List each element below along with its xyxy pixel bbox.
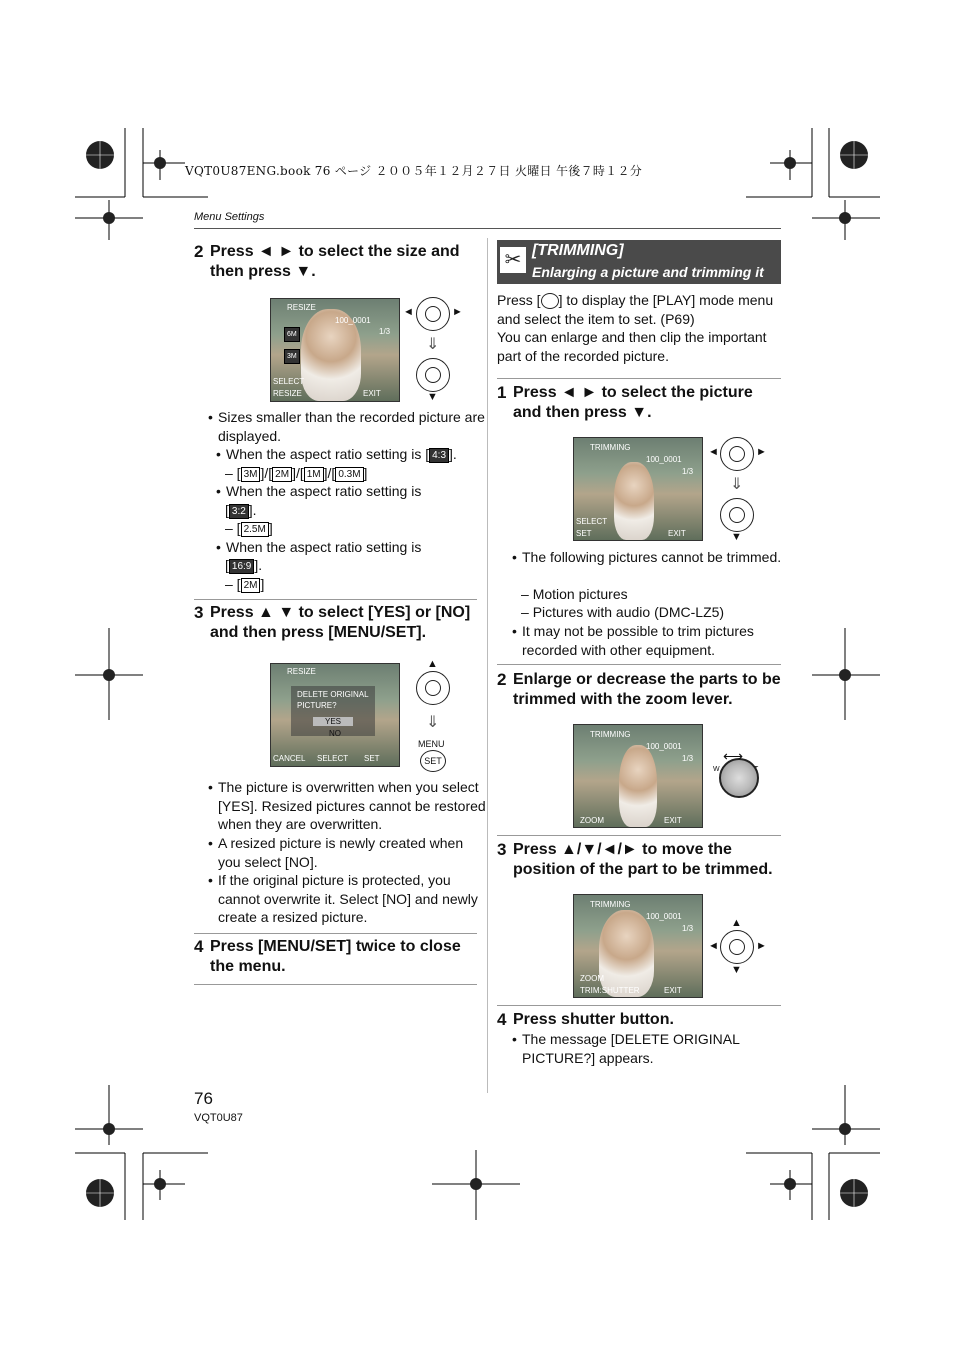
ratio-169: [ 16:9 ]. <box>225 557 263 573</box>
cursor-button-icon-r3 <box>720 930 754 964</box>
step-4-left: 4 Press [MENU/SET] twice to close the menu. <box>194 937 461 975</box>
divider <box>497 835 781 836</box>
bullet-delete-message: • The message [DELETE ORIGINAL PICTURE?] appears. <box>512 1030 790 1067</box>
resize-screen: RESIZE 100_0001 1/3 6M 3M SELECT RESIZE EXIT <box>270 298 400 402</box>
step-3-right: 3 Press ▲/▼/◄/► to move the position of the part to be trimmed. <box>497 840 773 878</box>
column-divider <box>487 238 488 1093</box>
divider <box>194 933 477 934</box>
step-3-left: 3 Press ▲ ▼ to select [YES] or [NO] and then press [MENU/SET]. <box>194 603 471 641</box>
bullet-aspect-169: • When the aspect ratio setting is <box>216 538 491 557</box>
up-arrow-icon: ▲ <box>427 658 438 670</box>
divider <box>497 1005 781 1006</box>
intro-text: Press [ ] to display the [PLAY] mode menu and select the item to set. (P69) <box>497 292 774 327</box>
trimming-banner: ✂ [TRIMMING] Enlarging a picture and trimming it <box>497 240 781 284</box>
menu-set-button-icon: SET <box>420 750 446 772</box>
print-header: VQT0U87ENG.book 76 ページ ２００５年１２月２７日 火曜日 午後７時１２分 <box>185 164 643 178</box>
right-arrow-icon-r3: ► <box>756 940 767 952</box>
sizes-169: – [ 2M ] <box>225 576 265 592</box>
arrow-down-icon-r1: ⇓ <box>730 476 744 493</box>
model-code: VQT0U87 <box>194 1112 243 1124</box>
bullet-aspect-32: • When the aspect ratio setting is <box>216 482 491 501</box>
down-arrow-icon-r1: ▼ <box>731 531 742 543</box>
bullet-new-created: • A resized picture is newly created when you select [NO]. <box>208 834 488 871</box>
zoom-w-label: W <box>713 766 720 773</box>
ratio-32: [ 3:2 ]. <box>225 502 257 518</box>
cursor-button-icon-r2 <box>720 498 754 532</box>
bullet-other-equipment: • It may not be possible to trim pictures recorded with other equipment. <box>512 622 790 659</box>
dash-audio: – Pictures with audio (DMC-LZ5) <box>521 604 725 620</box>
step-4-right: 4 Press shutter button. <box>497 1010 674 1029</box>
bullet-sizes: • Sizes smaller than the recorded picture are displayed. <box>208 408 488 445</box>
step-2-right: 2 Enlarge or decrease the parts to be trimmed with the zoom lever. <box>497 670 781 708</box>
sizes-32: – [ 2.5M ] <box>225 520 273 536</box>
trimming-scissors-icon: ✂ <box>500 247 526 273</box>
zoom-t-label: T <box>754 766 759 773</box>
header-rule <box>194 228 781 229</box>
step-1-right: 1 Press ◄ ► to select the picture and then press ▼. <box>497 383 753 421</box>
cursor-button-icon-2 <box>416 358 450 392</box>
step-2-left: 2 Press ◄ ► to select the size and then press ▼. <box>194 242 460 280</box>
cursor-button-icon-3 <box>416 671 450 705</box>
menu-label: MENU <box>418 739 445 749</box>
dash-motion: – Motion pictures <box>521 586 628 602</box>
page-number: 76 <box>194 1089 213 1108</box>
divider <box>497 378 781 379</box>
delete-original-screen: RESIZE DELETE ORIGINAL PICTURE? YES NO CANCEL SELECT SET <box>270 663 400 767</box>
divider <box>194 984 477 985</box>
bullet-protected: • If the original picture is protected, you cannot overwrite it. Select [NO] and newly create a resized picture. <box>208 871 488 927</box>
ratio-32-icon: 3:2 <box>229 504 249 519</box>
down-arrow-icon: ▼ <box>427 391 438 403</box>
trimming-screen-1: TRIMMING 100_0001 1/3 SELECT SET EXIT <box>573 437 703 541</box>
bullet-aspect-43: • When the aspect ratio setting is [ 4:3 ]. <box>216 445 491 464</box>
bullet-overwrite: • The picture is overwritten when you select [YES]. Resized pictures cannot be restored when they are overwritten. <box>208 778 488 834</box>
left-arrow-icon-r1: ◄ <box>708 446 719 458</box>
cursor-button-icon-r1 <box>720 437 754 471</box>
arrow-down-icon: ⇓ <box>426 336 440 353</box>
arrow-down-icon-2: ⇓ <box>426 714 440 731</box>
right-arrow-icon: ► <box>452 306 463 318</box>
section-label: Menu Settings <box>194 211 265 223</box>
left-arrow-icon-r3: ◄ <box>708 940 719 952</box>
zoom-arrows-icon: ⟷ <box>723 748 744 764</box>
intro-text-2: You can enlarge and then clip the important part of the recorded picture. <box>497 329 767 364</box>
ratio-169-icon: 16:9 <box>229 559 254 574</box>
right-arrow-icon-r1: ► <box>756 446 767 458</box>
bullet-cannot-trim: • The following pictures cannot be trimmed. <box>512 548 790 567</box>
divider <box>194 599 477 600</box>
left-arrow-icon: ◄ <box>403 306 414 318</box>
trimming-screen-2: TRIMMING 100_0001 1/3 ZOOM EXIT <box>573 724 703 828</box>
divider <box>497 664 781 665</box>
sizes-43: – [ 3M ]/[ 2M ]/[ 1M ]/[ 0.3M ] <box>225 465 368 481</box>
trimming-screen-3: TRIMMING 100_0001 1/3 ZOOM TRIM:SHUTTER EXIT <box>573 894 703 998</box>
up-arrow-icon-r3: ▲ <box>731 917 742 929</box>
ratio-43-icon: 4:3 <box>429 448 449 463</box>
menu-set-icon <box>541 293 559 309</box>
down-arrow-icon-r3: ▼ <box>731 964 742 976</box>
cursor-button-icon <box>416 297 450 331</box>
